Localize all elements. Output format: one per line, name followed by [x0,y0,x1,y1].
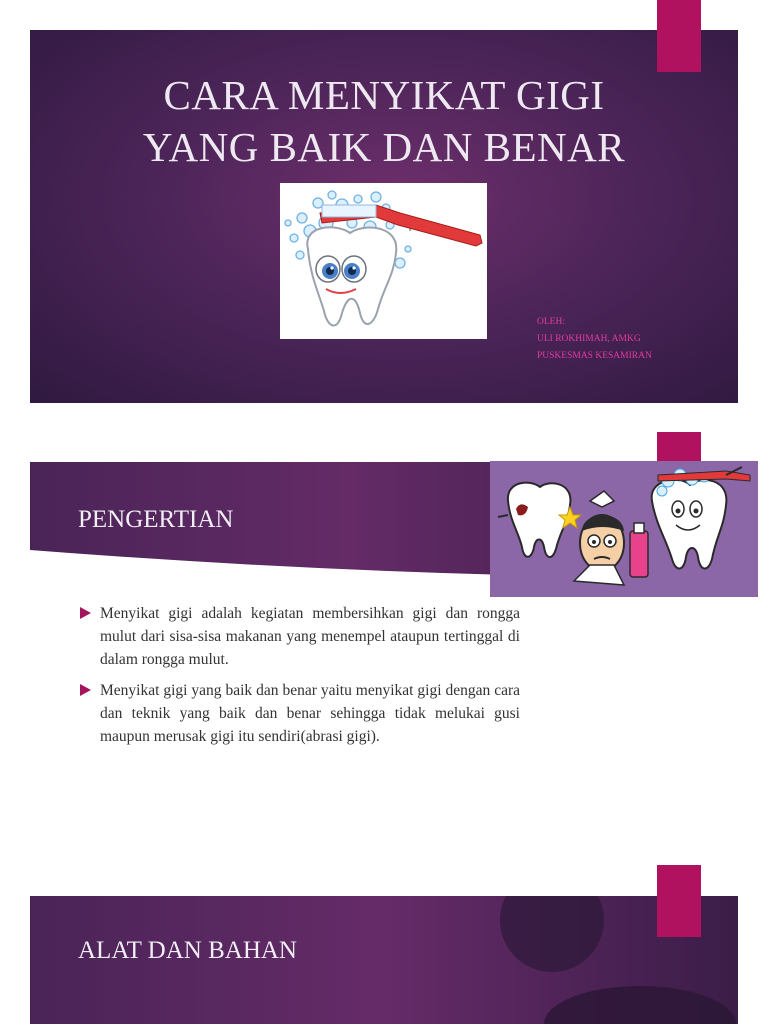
accent-bar [657,432,701,464]
section-heading: PENGERTIAN [78,506,234,533]
bullet-list [80,602,520,756]
bullet-text: Menyikat gigi yang baik dan benar yaitu menyikat gigi dengan cara dan teknik yang baik dan benar sehingga tidak melukai gusi maupun merusak gigi itu sendiri(abrasi gigi). [100,682,520,745]
accent-bar [657,0,701,72]
accent-bar [657,865,701,937]
slide-title [0,0,768,432]
bullet-arrow-icon [80,684,91,696]
slide-title-line-2: YANG BAIK DAN BENAR [142,124,626,170]
author-label: OLEH: [537,317,565,327]
bullet-text: Menyikat gigi adalah kegiatan membersihkan gigi dan rongga mulut dari sisa-sisa makanan yang menempel ataupun tertinggal di dalam rongga mulut. [100,605,520,668]
toothache-cartoon-image [490,461,758,597]
list-item [80,602,520,671]
section-heading: ALAT DAN BAHAN [78,937,297,964]
slide-title-line-1: CARA MENYIKAT GIGI [163,72,605,118]
bullet-arrow-icon [80,607,91,619]
author-organization: PUSKESMAS KESAMIRAN [537,351,652,361]
tooth-brushing-image [280,183,487,339]
slide-tools [0,865,768,1024]
author-name: ULI ROKHIMAH, AMKG [537,334,641,344]
list-item [80,679,520,748]
slide-definition [0,432,768,865]
